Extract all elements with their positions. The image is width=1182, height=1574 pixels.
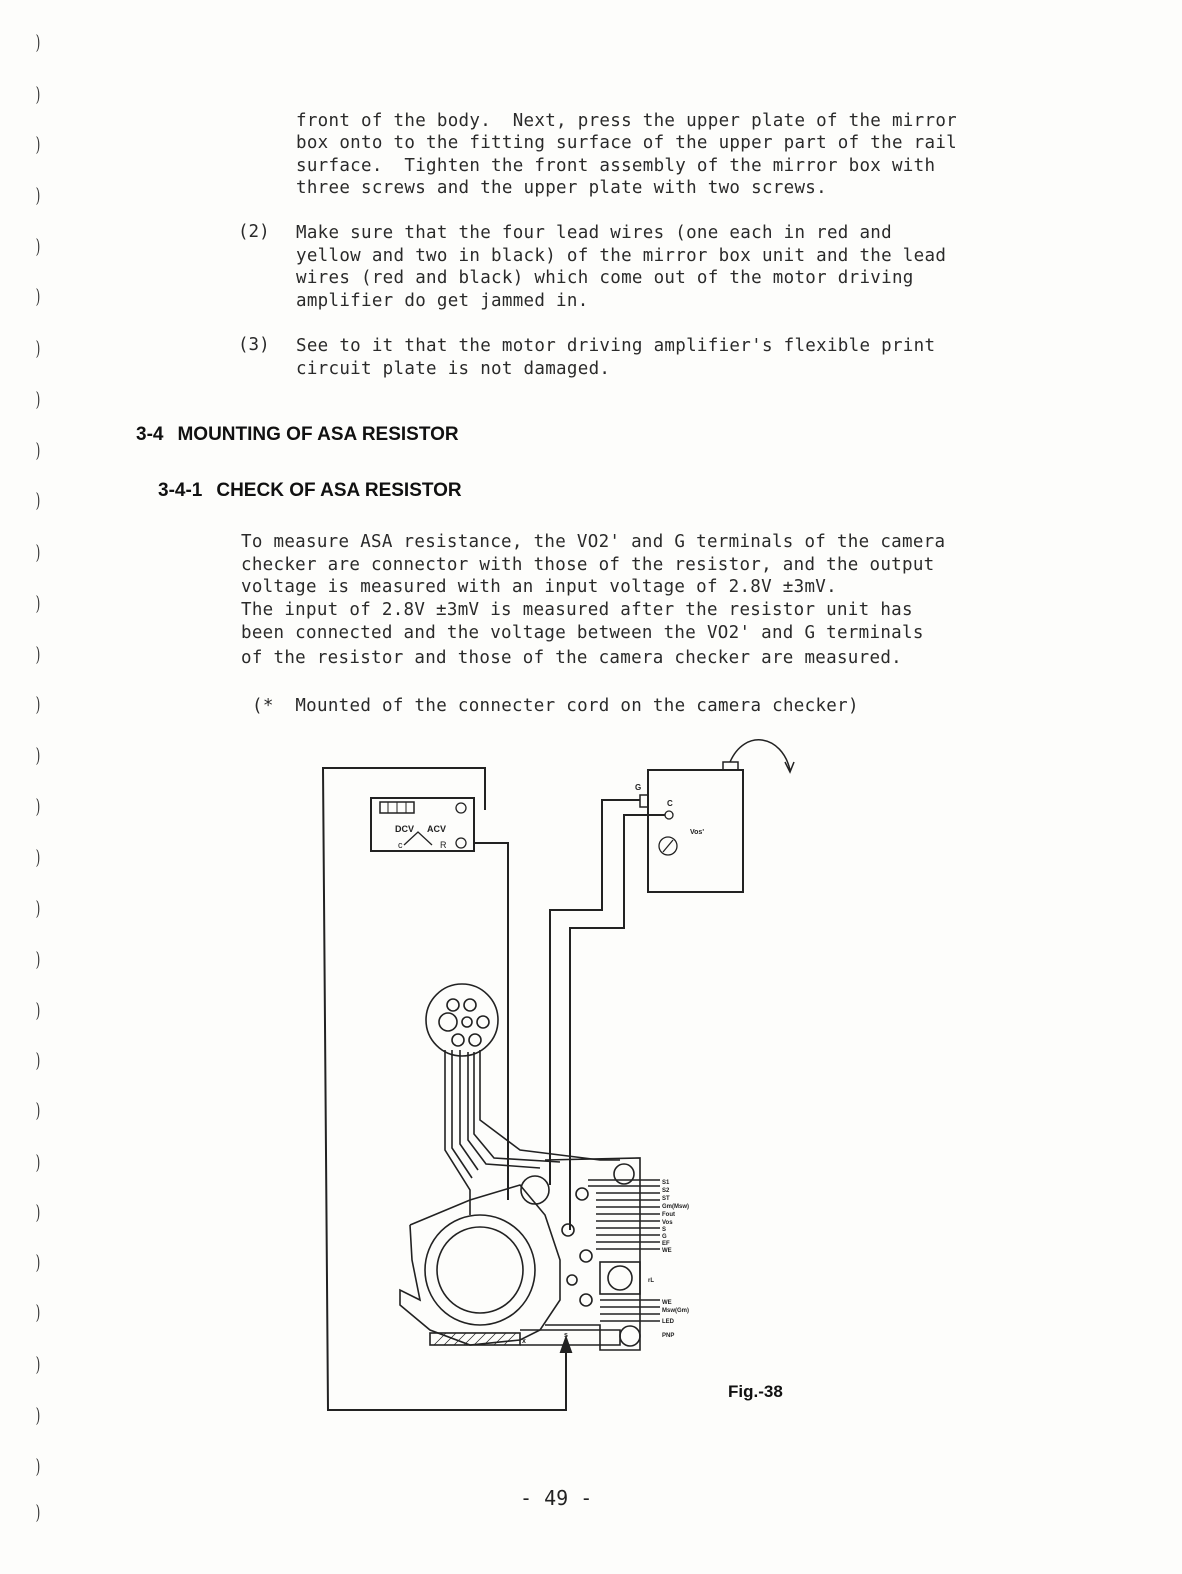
meter-acv-label: ACV — [427, 824, 447, 834]
pad-label: LED — [662, 1319, 674, 1325]
pad-label: Fout — [662, 1212, 675, 1218]
intro-line: three screws and the upper plate with two screws. — [296, 178, 827, 198]
body-line: voltage is measured with an input voltage of 2.8V ±3mV. — [241, 577, 837, 597]
pad-label: EF — [662, 1241, 670, 1247]
item-line: wires (red and black) which come out of the motor driving — [296, 268, 914, 288]
item-number: (2) — [238, 222, 270, 242]
terminal-x-label: x — [522, 1338, 526, 1345]
subsection-title: CHECK OF ASA RESISTOR — [216, 480, 462, 501]
binder-margin: ) ) ) ) ) ) ) ) ) ) ) ) ) ) ) ) ) ) ) ) ) ) ) ) ) ) ) ) ) ) — [35, 30, 41, 1524]
checker-g-label: G — [635, 783, 642, 792]
item-line: See to it that the motor driving amplifier's flexible print — [296, 336, 936, 356]
pad-label: ST — [662, 1196, 670, 1202]
meter-r-label: R — [440, 840, 447, 850]
body-line: of the resistor and those of the camera checker are measured. — [241, 648, 902, 668]
item-line: amplifier do get jammed in. — [296, 291, 589, 311]
body-line: checker are connector with those of the resistor, and the output — [241, 555, 935, 575]
pad-label: S1 — [662, 1180, 670, 1186]
pad-label: WE — [662, 1300, 672, 1306]
figure-label: Fig.-38 — [728, 1382, 783, 1401]
figure-note: (* Mounted of the connecter cord on the camera checker) — [252, 696, 859, 716]
meter-c-label: c — [398, 840, 403, 850]
intro-line: box onto to the fitting surface of the upper part of the rail — [296, 133, 957, 153]
pad-label: Gm(Msw) — [662, 1204, 689, 1210]
pad-label: S2 — [662, 1188, 670, 1194]
checker-c-label: C — [667, 799, 673, 808]
item-line: yellow and two in black) of the mirror box unit and the lead — [296, 246, 947, 266]
item-number: (3) — [238, 335, 270, 355]
subsection-number: 3-4-1 — [158, 480, 203, 501]
body-line: The input of 2.8V ±3mV is measured after the resistor unit has — [241, 600, 913, 620]
intro-line: front of the body. Next, press the upper plate of the mirror — [296, 111, 957, 131]
terminal-s-label: s — [564, 1332, 568, 1339]
pad-label: PNP — [662, 1333, 675, 1339]
section-title: MOUNTING OF ASA RESISTOR — [177, 424, 459, 445]
item-line: circuit plate is not damaged. — [296, 359, 611, 379]
pad-label: WE — [662, 1248, 672, 1254]
pad-label: G — [662, 1234, 667, 1240]
pad-label: Vos — [662, 1220, 673, 1226]
meter-dcv-label: DCV — [395, 824, 415, 834]
body-line: been connected and the voltage between the VO2' and G terminals — [241, 623, 924, 643]
pad-label: Msw(Gm) — [662, 1308, 689, 1314]
page-number: - 49 - — [520, 1486, 593, 1510]
body-line: To measure ASA resistance, the VO2' and G terminals of the camera — [241, 532, 946, 552]
checker-vos-label: Vos' — [690, 829, 704, 836]
pad-label: rL — [648, 1278, 654, 1284]
item-line: Make sure that the four lead wires (one each in red and — [296, 223, 892, 243]
intro-line: surface. Tighten the front assembly of the mirror box with — [296, 156, 936, 176]
pad-label: S — [662, 1227, 667, 1233]
section-number: 3-4 — [136, 424, 164, 445]
